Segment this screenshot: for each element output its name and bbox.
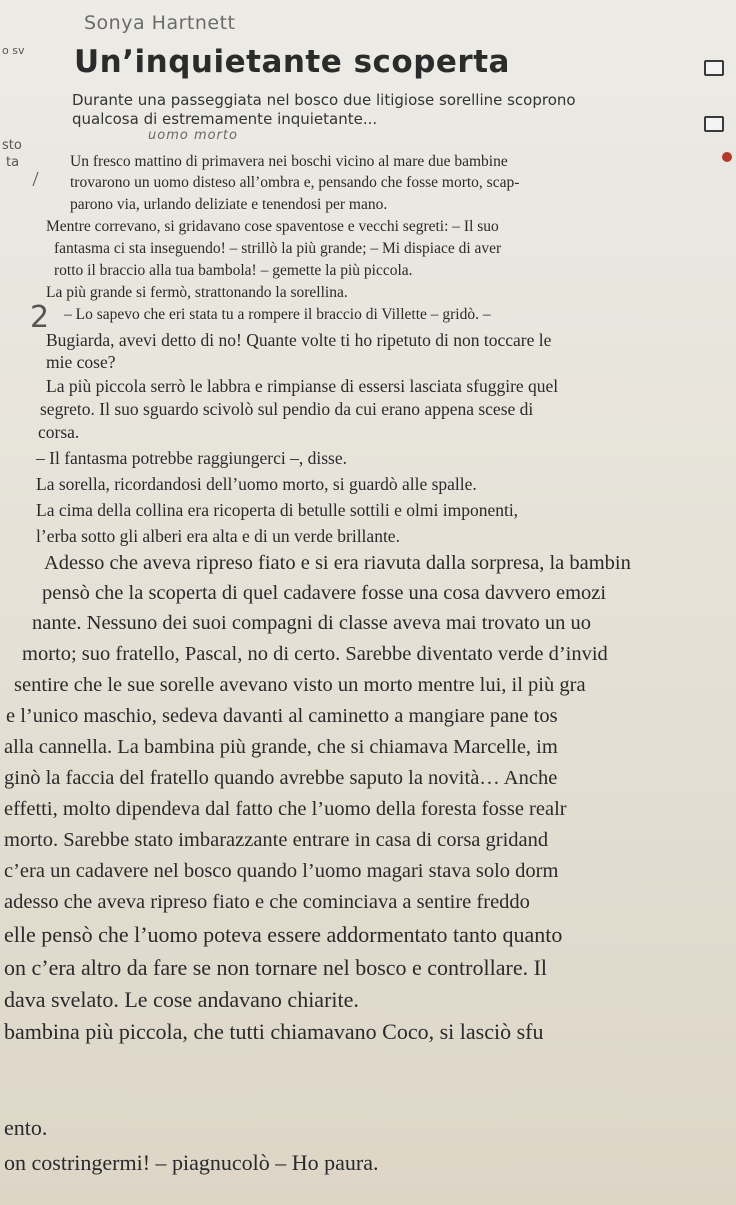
text-line: La più piccola serrò le labbra e rimpianse di essersi lasciata sfuggire quel <box>46 376 559 396</box>
text-line: mie cose? <box>46 352 116 372</box>
text-line: rotto il braccio alla tua bambola! – gemette la più piccola. <box>54 262 413 279</box>
text-line: La sorella, ricordandosi dell’uomo morto, si guardò alle spalle. <box>36 474 477 494</box>
margin-note: o sv <box>2 44 25 57</box>
text-line: morto. Sarebbe stato imbarazzante entrare in casa di corsa gridand <box>4 829 549 851</box>
text-line: – Il fantasma potrebbe raggiungerci –, disse. <box>36 448 348 468</box>
story-title: Un’inquietante scoperta <box>74 44 510 80</box>
text-line: Adesso che aveva ripreso fiato e si era riavuta dalla sorpresa, la bambin <box>44 552 631 574</box>
text-line: morto; suo fratello, Pascal, no di certo. Sarebbe diventato verde d’invid <box>22 643 608 665</box>
square-icon <box>704 116 724 132</box>
margin-bracket-mark <box>32 172 48 186</box>
text-line: pensò che la scoperta di quel cadavere fosse una cosa davvero emozi <box>42 582 607 604</box>
text-line: Bugiarda, avevi detto di no! Quante volte ti ho ripetuto di non toccare le <box>46 330 552 350</box>
intro-summary <box>72 91 692 129</box>
text-line: trovarono un uomo disteso all’ombra e, pensando che fosse morto, scap- <box>70 174 520 191</box>
margin-note: ta <box>6 155 20 170</box>
text-line: dava svelato. Le cose andavano chiarite. <box>4 987 359 1012</box>
intro-line: qualcosa di estremamente inquietante... <box>72 110 378 128</box>
text-line: bambina più piccola, che tutti chiamavano Coco, si lasciò sfu <box>4 1019 544 1044</box>
text-line: effetti, molto dipendeva dal fatto che l’uomo della foresta fosse realr <box>4 798 567 820</box>
text-line: Mentre correvano, si gridavano cose spaventose e vecchi segreti: – Il suo <box>46 218 499 235</box>
text-line: l’erba sotto gli alberi era alta e di un verde brillante. <box>36 526 400 546</box>
margin-note: sto <box>2 138 22 153</box>
text-line: parono via, urlando deliziate e tenendosi per mano. <box>70 196 388 213</box>
text-line: c’era un cadavere nel bosco quando l’uomo magari stava solo dorm <box>4 860 559 882</box>
handwritten-note: uomo morto <box>148 128 238 143</box>
text-line: adesso che aveva ripreso fiato e che cominciava a sentire freddo <box>4 891 530 913</box>
intro-line: Durante una passeggiata nel bosco due litigiose sorelline scoprono <box>72 91 576 109</box>
square-icon <box>704 60 724 76</box>
text-line: corsa. <box>38 422 80 442</box>
text-line: La cima della collina era ricoperta di betulle sottili e olmi imponenti, <box>36 500 519 520</box>
author-name: Sonya Hartnett <box>84 12 236 34</box>
text-line: ginò la faccia del fratello quando avrebbe saputo la novità… Anche <box>4 767 558 789</box>
text-line: alla cannella. La bambina più grande, che si chiamava Marcelle, im <box>4 736 558 758</box>
text-line: on c’era altro da fare se non tornare nel bosco e controllare. Il <box>4 955 548 980</box>
text-line: sentire che le sue sorelle avevano visto un morto mentre lui, il più gra <box>14 674 586 696</box>
text-line: ento. <box>4 1115 48 1140</box>
text-line: Un fresco mattino di primavera nei boschi vicino al mare due bambine <box>70 153 508 170</box>
text-line: e l’unico maschio, sedeva davanti al caminetto a mangiare pane tos <box>6 705 558 727</box>
bullet-dot-icon <box>722 152 732 162</box>
text-line: elle pensò che l’uomo poteva essere addormentato tanto quanto <box>4 922 563 947</box>
text-line: – Lo sapevo che eri stata tu a rompere il braccio di Villette – gridò. – <box>64 306 491 323</box>
margin-number: 2 <box>30 300 50 335</box>
text-line: fantasma ci sta inseguendo! – strillò la più grande; – Mi dispiace di aver <box>54 240 502 257</box>
text-line: nante. Nessuno dei suoi compagni di classe aveva mai trovato un uo <box>32 612 592 634</box>
text-line: on costringermi! – piagnucolò – Ho paura. <box>4 1150 379 1175</box>
text-line: La più grande si fermò, strattonando la sorellina. <box>46 284 348 301</box>
text-line: segreto. Il suo sguardo scivolò sul pendio da cui erano appena scese di <box>40 399 534 419</box>
